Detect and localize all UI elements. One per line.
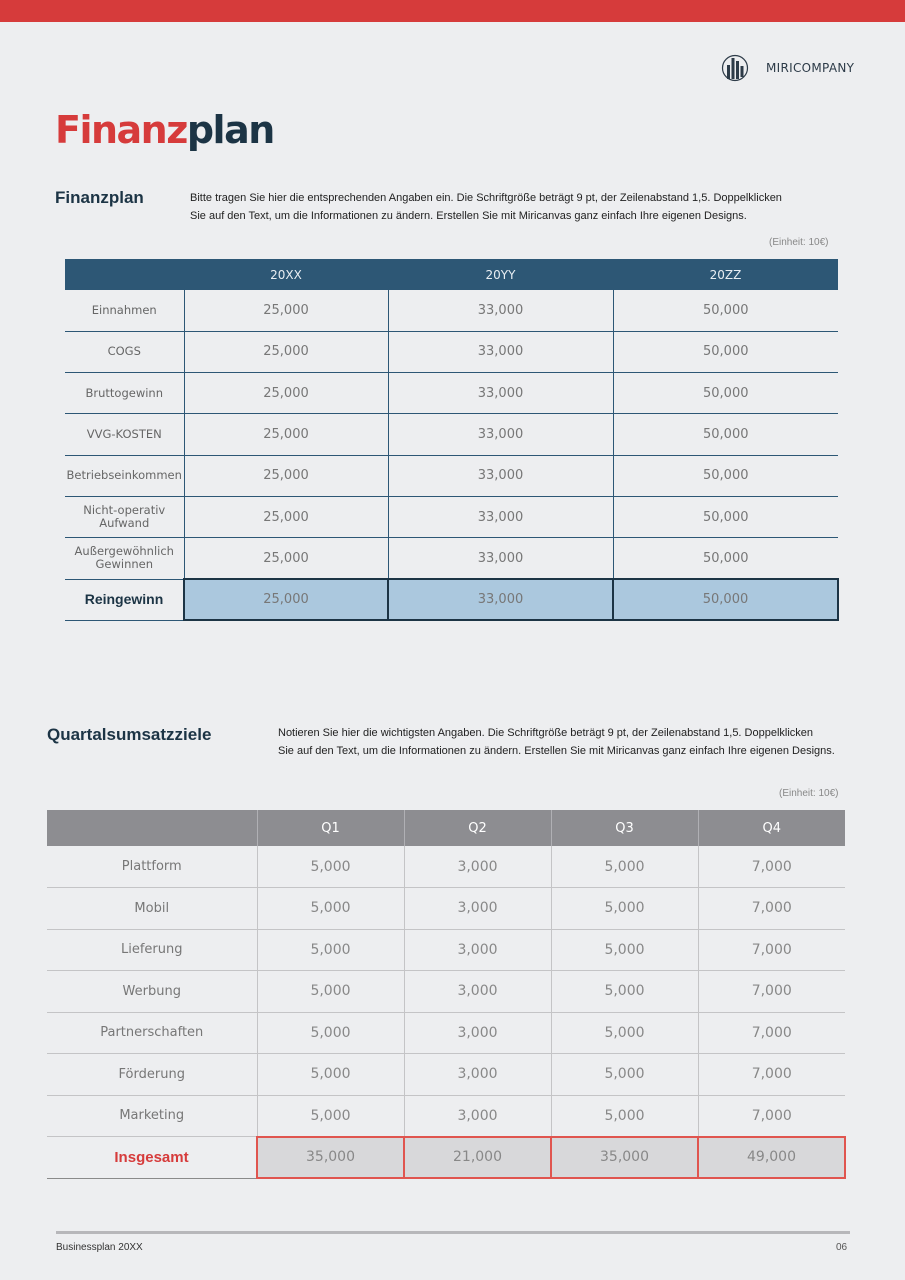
value-cell[interactable]: 25,000: [184, 373, 388, 414]
header-cell: Q2: [404, 810, 551, 846]
description-line: Sie auf den Text, um die Informationen zu ändern. Erstellen Sie mit Miricanvas ganz einfach Ihre eigenen Designs.: [278, 745, 835, 757]
finance-table: [65, 259, 839, 621]
table-row: [65, 373, 838, 414]
value-cell[interactable]: 5,000: [257, 971, 404, 1013]
row-label: Werbung: [47, 971, 257, 1013]
section-title-finanzplan: Finanzplan: [55, 188, 144, 207]
row-label: Lieferung: [47, 929, 257, 971]
total-value-cell[interactable]: 21,000: [404, 1137, 551, 1179]
row-label: VVG-KOSTEN: [65, 414, 184, 455]
value-cell[interactable]: 5,000: [551, 1012, 698, 1054]
table-row: [47, 1012, 845, 1054]
value-cell[interactable]: 5,000: [257, 1054, 404, 1096]
total-value-cell[interactable]: 35,000: [257, 1137, 404, 1179]
table-row: [65, 496, 838, 537]
row-label: Außergewöhnlich Gewinnen: [65, 538, 184, 579]
value-cell[interactable]: 5,000: [257, 888, 404, 930]
table-row: [65, 414, 838, 455]
header-cell: 20YY: [388, 259, 613, 290]
value-cell[interactable]: 5,000: [551, 929, 698, 971]
table-row: [47, 846, 845, 888]
value-cell[interactable]: 7,000: [698, 1095, 845, 1137]
section-title-quartalsumsatzziele: Quartalsumsatzziele: [47, 725, 212, 744]
top-accent-bar: [0, 0, 905, 22]
value-cell[interactable]: 3,000: [404, 1012, 551, 1054]
table-row: [65, 331, 838, 372]
row-label: Nicht-operativ Aufwand: [65, 496, 184, 537]
description-line: Notieren Sie hier die wichtigsten Angaben. Die Schriftgröße beträgt 9 pt, der Zeilenabstand 1,5. Doppelklicken: [278, 727, 814, 739]
table-row: [65, 538, 838, 579]
value-cell[interactable]: 25,000: [184, 455, 388, 496]
value-cell[interactable]: 3,000: [404, 971, 551, 1013]
value-cell[interactable]: 50,000: [613, 290, 838, 331]
page-number: 06: [836, 1242, 848, 1253]
header-cell: Q3: [551, 810, 698, 846]
total-row: [65, 579, 838, 620]
unit-label: (Einheit: 10€): [769, 237, 829, 248]
table-row: [65, 455, 838, 496]
value-cell[interactable]: 25,000: [184, 414, 388, 455]
page-title-part2: plan: [186, 108, 274, 152]
total-row-label: Reingewinn: [65, 579, 184, 620]
value-cell[interactable]: 3,000: [404, 1095, 551, 1137]
value-cell[interactable]: 5,000: [551, 1095, 698, 1137]
value-cell[interactable]: 25,000: [184, 290, 388, 331]
total-value-cell[interactable]: 49,000: [698, 1137, 845, 1179]
value-cell[interactable]: 25,000: [184, 496, 388, 537]
value-cell[interactable]: 7,000: [698, 1054, 845, 1096]
value-cell[interactable]: 3,000: [404, 929, 551, 971]
value-cell[interactable]: 50,000: [613, 331, 838, 372]
table-header-row: [65, 259, 838, 290]
value-cell[interactable]: 25,000: [184, 331, 388, 372]
footer-divider: [56, 1231, 850, 1234]
value-cell[interactable]: 7,000: [698, 846, 845, 888]
value-cell[interactable]: 50,000: [613, 373, 838, 414]
total-value-cell[interactable]: 33,000: [388, 579, 613, 620]
header-cell: 20XX: [184, 259, 388, 290]
header-cell-empty: [65, 259, 184, 290]
header-cell-empty: [47, 810, 257, 846]
table-row: [47, 1095, 845, 1137]
value-cell[interactable]: 33,000: [388, 496, 613, 537]
value-cell[interactable]: 7,000: [698, 888, 845, 930]
total-row: [47, 1137, 845, 1179]
header-cell: Q4: [698, 810, 845, 846]
value-cell[interactable]: 5,000: [551, 971, 698, 1013]
table-row: [47, 1054, 845, 1096]
value-cell[interactable]: 50,000: [613, 455, 838, 496]
row-label: Marketing: [47, 1095, 257, 1137]
value-cell[interactable]: 5,000: [257, 1095, 404, 1137]
quarterly-targets-table: [47, 810, 846, 1179]
value-cell[interactable]: 5,000: [551, 888, 698, 930]
value-cell[interactable]: 5,000: [551, 1054, 698, 1096]
total-value-cell[interactable]: 50,000: [613, 579, 838, 620]
value-cell[interactable]: 3,000: [404, 888, 551, 930]
value-cell[interactable]: 33,000: [388, 373, 613, 414]
row-label: COGS: [65, 331, 184, 372]
description-line: Bitte tragen Sie hier die entsprechenden Angaben ein. Die Schriftgröße beträgt 9 pt, der Zeilenabstand 1,5. Doppelklicken: [190, 192, 782, 204]
table-row: [47, 929, 845, 971]
brand: [721, 53, 854, 83]
row-label: Betriebseinkommen: [65, 455, 184, 496]
value-cell[interactable]: 33,000: [388, 414, 613, 455]
description-line: Sie auf den Text, um die Informationen zu ändern. Erstellen Sie mit Miricanvas ganz einfach Ihre eigenen Designs.: [190, 210, 747, 222]
table-header-row: [47, 810, 845, 846]
value-cell[interactable]: 5,000: [257, 929, 404, 971]
row-label: Einnahmen: [65, 290, 184, 331]
value-cell[interactable]: 7,000: [698, 971, 845, 1013]
value-cell[interactable]: 5,000: [257, 1012, 404, 1054]
total-row-label: Insgesamt: [47, 1137, 257, 1179]
value-cell[interactable]: 33,000: [388, 538, 613, 579]
page-title: [55, 108, 274, 152]
page-title-part1: Finanz: [55, 108, 187, 152]
value-cell[interactable]: 33,000: [388, 290, 613, 331]
value-cell[interactable]: 50,000: [613, 496, 838, 537]
row-label: Mobil: [47, 888, 257, 930]
table-row: [47, 888, 845, 930]
value-cell[interactable]: 50,000: [613, 414, 838, 455]
building-logo-icon: [721, 53, 749, 83]
header-cell: 20ZZ: [613, 259, 838, 290]
table-row: [47, 971, 845, 1013]
table-row: [65, 290, 838, 331]
section-description-finanzplan: [190, 189, 840, 225]
row-label: Plattform: [47, 846, 257, 888]
row-label: Förderung: [47, 1054, 257, 1096]
row-label: Partnerschaften: [47, 1012, 257, 1054]
value-cell[interactable]: 7,000: [698, 929, 845, 971]
value-cell[interactable]: 50,000: [613, 538, 838, 579]
footer-document-title: Businessplan 20XX: [56, 1242, 143, 1253]
value-cell[interactable]: 3,000: [404, 846, 551, 888]
header-cell: Q1: [257, 810, 404, 846]
value-cell[interactable]: 25,000: [184, 538, 388, 579]
section-description-quartalsumsatzziele: [278, 724, 868, 760]
value-cell[interactable]: 33,000: [388, 455, 613, 496]
value-cell[interactable]: 7,000: [698, 1012, 845, 1054]
row-label: Bruttogewinn: [65, 373, 184, 414]
unit-label: (Einheit: 10€): [779, 788, 839, 799]
brand-name: MIRICOMPANY: [766, 61, 855, 75]
total-value-cell[interactable]: 35,000: [551, 1137, 698, 1179]
value-cell[interactable]: 5,000: [257, 846, 404, 888]
total-value-cell[interactable]: 25,000: [184, 579, 388, 620]
value-cell[interactable]: 5,000: [551, 846, 698, 888]
value-cell[interactable]: 33,000: [388, 331, 613, 372]
value-cell[interactable]: 3,000: [404, 1054, 551, 1096]
